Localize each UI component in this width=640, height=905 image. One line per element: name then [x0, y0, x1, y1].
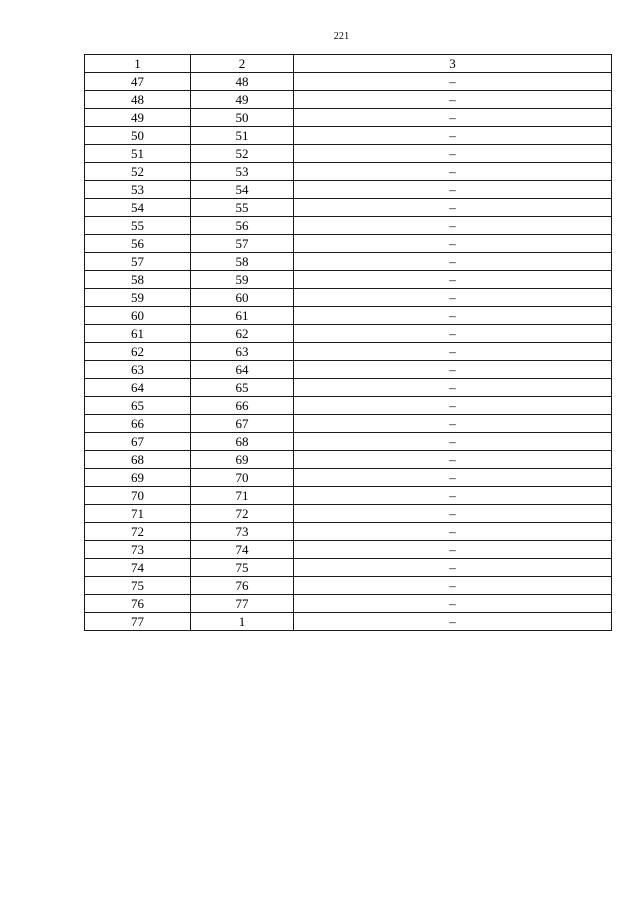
- table-cell-col-1: 68: [85, 451, 191, 469]
- table-cell-col-3: –: [294, 253, 612, 271]
- column-header-3: 3: [294, 55, 612, 73]
- table-cell-col-1: 77: [85, 613, 191, 631]
- table-cell-col-2: 57: [191, 235, 294, 253]
- data-table: [84, 54, 612, 631]
- table-cell-col-1: 72: [85, 523, 191, 541]
- table-cell-col-3: –: [294, 451, 612, 469]
- table-cell-col-3: –: [294, 559, 612, 577]
- table-cell-col-3: –: [294, 199, 612, 217]
- table-cell-col-3: –: [294, 613, 612, 631]
- table-cell-col-1: 51: [85, 145, 191, 163]
- table-row: [85, 487, 612, 505]
- table-row: [85, 91, 612, 109]
- table-cell-col-3: –: [294, 217, 612, 235]
- table-cell-col-1: 66: [85, 415, 191, 433]
- table-cell-col-3: –: [294, 289, 612, 307]
- table-cell-col-1: 49: [85, 109, 191, 127]
- table-cell-col-3: –: [294, 163, 612, 181]
- table-cell-col-2: 67: [191, 415, 294, 433]
- table-cell-col-2: 62: [191, 325, 294, 343]
- table-cell-col-2: 63: [191, 343, 294, 361]
- table-cell-col-3: –: [294, 235, 612, 253]
- table-cell-col-3: –: [294, 469, 612, 487]
- table-cell-col-2: 50: [191, 109, 294, 127]
- table-header: [85, 55, 612, 73]
- table-row: [85, 469, 612, 487]
- table-cell-col-2: 75: [191, 559, 294, 577]
- table-cell-col-3: –: [294, 505, 612, 523]
- table-cell-col-3: –: [294, 91, 612, 109]
- header-row: [85, 55, 612, 73]
- table-cell-col-1: 71: [85, 505, 191, 523]
- table-cell-col-3: –: [294, 397, 612, 415]
- table-cell-col-3: –: [294, 523, 612, 541]
- page-number: 221: [333, 31, 350, 42]
- table-row: [85, 181, 612, 199]
- table-row: [85, 361, 612, 379]
- table-cell-col-2: 59: [191, 271, 294, 289]
- table-row: [85, 235, 612, 253]
- table-cell-col-3: –: [294, 145, 612, 163]
- table-row: [85, 523, 612, 541]
- table-cell-col-2: 60: [191, 289, 294, 307]
- table-row: [85, 595, 612, 613]
- table-row: [85, 433, 612, 451]
- table-row: [85, 379, 612, 397]
- table-cell-col-1: 73: [85, 541, 191, 559]
- table-row: [85, 307, 612, 325]
- table-row: [85, 145, 612, 163]
- table-cell-col-3: –: [294, 487, 612, 505]
- table-cell-col-2: 65: [191, 379, 294, 397]
- table-cell-col-3: –: [294, 307, 612, 325]
- table-body: [85, 73, 612, 631]
- table-row: [85, 199, 612, 217]
- table-cell-col-2: 72: [191, 505, 294, 523]
- table-cell-col-3: –: [294, 361, 612, 379]
- table-cell-col-2: 48: [191, 73, 294, 91]
- table-cell-col-1: 75: [85, 577, 191, 595]
- table-cell-col-2: 74: [191, 541, 294, 559]
- table-row: [85, 289, 612, 307]
- table-cell-col-1: 76: [85, 595, 191, 613]
- table-cell-col-2: 70: [191, 469, 294, 487]
- table-cell-col-1: 70: [85, 487, 191, 505]
- table-row: [85, 415, 612, 433]
- table-row: [85, 163, 612, 181]
- table-cell-col-1: 64: [85, 379, 191, 397]
- table-cell-col-2: 76: [191, 577, 294, 595]
- table-row: [85, 127, 612, 145]
- table-row: [85, 397, 612, 415]
- table-cell-col-3: –: [294, 595, 612, 613]
- table-cell-col-1: 57: [85, 253, 191, 271]
- table-row: [85, 271, 612, 289]
- table-cell-col-2: 55: [191, 199, 294, 217]
- table-cell-col-2: 69: [191, 451, 294, 469]
- table-cell-col-3: –: [294, 541, 612, 559]
- table-row: [85, 577, 612, 595]
- table-cell-col-1: 58: [85, 271, 191, 289]
- table-cell-col-3: –: [294, 379, 612, 397]
- table-cell-col-2: 61: [191, 307, 294, 325]
- table-cell-col-2: 56: [191, 217, 294, 235]
- table-cell-col-3: –: [294, 325, 612, 343]
- table-cell-col-1: 69: [85, 469, 191, 487]
- table-row: [85, 451, 612, 469]
- table-row: [85, 613, 612, 631]
- table-cell-col-1: 63: [85, 361, 191, 379]
- table-cell-col-3: –: [294, 577, 612, 595]
- table-cell-col-2: 77: [191, 595, 294, 613]
- table-cell-col-1: 52: [85, 163, 191, 181]
- table-row: [85, 73, 612, 91]
- table-row: [85, 325, 612, 343]
- table-row: [85, 559, 612, 577]
- table-cell-col-1: 62: [85, 343, 191, 361]
- table-cell-col-2: 64: [191, 361, 294, 379]
- table-cell-col-1: 60: [85, 307, 191, 325]
- table-cell-col-2: 52: [191, 145, 294, 163]
- table-cell-col-2: 58: [191, 253, 294, 271]
- table-cell-col-2: 73: [191, 523, 294, 541]
- table-cell-col-1: 55: [85, 217, 191, 235]
- table-cell-col-2: 54: [191, 181, 294, 199]
- table-cell-col-3: –: [294, 343, 612, 361]
- table-cell-col-3: –: [294, 127, 612, 145]
- table-cell-col-3: –: [294, 109, 612, 127]
- table-cell-col-2: 51: [191, 127, 294, 145]
- table-cell-col-1: 67: [85, 433, 191, 451]
- table-cell-col-2: 68: [191, 433, 294, 451]
- table-row: [85, 217, 612, 235]
- table-cell-col-1: 53: [85, 181, 191, 199]
- table-cell-col-2: 49: [191, 91, 294, 109]
- table-row: [85, 505, 612, 523]
- table-cell-col-3: –: [294, 415, 612, 433]
- table-cell-col-1: 56: [85, 235, 191, 253]
- table-cell-col-1: 48: [85, 91, 191, 109]
- table-cell-col-1: 50: [85, 127, 191, 145]
- column-header-1: 1: [85, 55, 191, 73]
- table-cell-col-3: –: [294, 433, 612, 451]
- table-cell-col-2: 53: [191, 163, 294, 181]
- table-cell-col-2: 1: [191, 613, 294, 631]
- table-cell-col-1: 74: [85, 559, 191, 577]
- table-cell-col-3: –: [294, 73, 612, 91]
- table-cell-col-1: 47: [85, 73, 191, 91]
- table-cell-col-1: 59: [85, 289, 191, 307]
- table-row: [85, 253, 612, 271]
- table-row: [85, 541, 612, 559]
- table-cell-col-1: 65: [85, 397, 191, 415]
- table-cell-col-1: 61: [85, 325, 191, 343]
- table-row: [85, 109, 612, 127]
- table-cell-col-2: 66: [191, 397, 294, 415]
- table-cell-col-3: –: [294, 181, 612, 199]
- table-cell-col-2: 71: [191, 487, 294, 505]
- table-cell-col-3: –: [294, 271, 612, 289]
- column-header-2: 2: [191, 55, 294, 73]
- table-cell-col-1: 54: [85, 199, 191, 217]
- table-row: [85, 343, 612, 361]
